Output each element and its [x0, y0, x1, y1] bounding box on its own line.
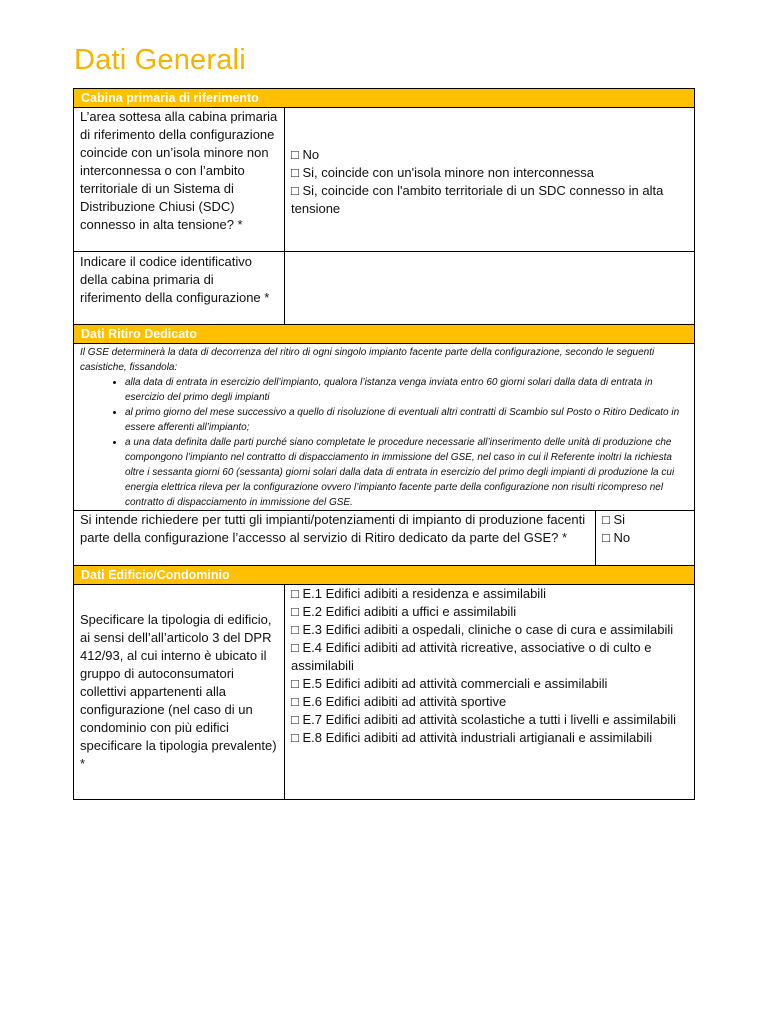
answer-field-codice[interactable] — [285, 252, 694, 324]
checkbox-option-e4[interactable]: □ E.4 Edifici adibiti ad attività ricreative, associative o di culto e assimilabili — [291, 640, 652, 673]
list-item: • al primo giorno del mese successivo a quello di risoluzione di eventuali altri contratti di Scambio sul Posto o Ritiro Dedicato in essere afferenti all’impianto; — [125, 405, 688, 435]
checkbox-option-e6[interactable]: □ E.6 Edifici adibiti ad attività sportive — [291, 694, 507, 709]
checkbox-option-e2[interactable]: □ E.2 Edifici adibiti a uffici e assimilabili — [291, 604, 517, 619]
table-row-ritiro — [74, 511, 694, 566]
question-edificio — [74, 585, 285, 799]
options-edificio — [285, 585, 694, 799]
page-title: Dati Generali — [74, 44, 246, 76]
question-codice: Indicare il codice identificativo della cabina primaria di riferimento della configurazione * — [74, 252, 285, 324]
checkbox-option-e3[interactable]: □ E.3 Edifici adibiti a ospedali, cliniche o case di cura e assimilabili — [291, 622, 674, 637]
checkbox-option-e5[interactable]: □ E.5 Edifici adibiti ad attività commerciali e assimilabili — [291, 676, 608, 691]
ritiro-note — [74, 344, 694, 511]
checkbox-option-no[interactable]: □ No — [291, 147, 320, 162]
table-row-codice — [74, 252, 694, 325]
ritiro-bullet-list — [80, 375, 688, 510]
options-isola — [285, 108, 694, 251]
question-edificio-text: Specificare la tipologia di edificio, ai sensi dell’all’articolo 3 del DPR 412/93, al cui interno è ubicato il gruppo di autoconsumatori collettivi appartenenti alla configurazione (nel caso di un condominio con più edifici specificare la tipologia prevalente) * — [80, 612, 277, 771]
checkbox-option-sdc[interactable]: □ Si, coincide con l'ambito territoriale di un SDC connesso in alta tensione — [291, 183, 664, 216]
checkbox-option-si[interactable]: □ Si — [602, 512, 626, 527]
form-table — [73, 88, 695, 800]
table-row-edificio — [74, 585, 694, 799]
options-ritiro — [596, 511, 694, 565]
table-row-isola — [74, 108, 694, 252]
list-item: • a una data definita dalle parti purché siano completate le procedure necessarie all’inserimento delle unità di produzione che compongono l’impianto nel contratto di dispacciamento in immissione del GSE, nel caso in cui il Referente inoltri la richiesta oltre i sessanta giorni 60 (sessanta) giorni solari dalla data di entrata in esercizio del primo degli impianti di produzione la cui energia elettrica rileva per la configurazione ovvero l’impianto facente parte della configurazione non risulti ricompreso nel contratto di dispacciamento in immissione del GSE. — [125, 435, 688, 510]
section-header-cabina: Cabina primaria di riferimento — [74, 89, 694, 108]
checkbox-option-no[interactable]: □ No — [602, 530, 631, 545]
checkbox-option-e8[interactable]: □ E.8 Edifici adibiti ad attività industriali artigianali e assimilabili — [291, 730, 653, 745]
question-ritiro: Si intende richiedere per tutti gli impianti/potenziamenti di impianto di produzione facenti parte della configurazione l’accesso al servizio di Ritiro dedicato da parte del GSE? * — [74, 511, 596, 565]
section-header-edificio: Dati Edificio/Condominio — [74, 566, 694, 585]
checkbox-option-e1[interactable]: □ E.1 Edifici adibiti a residenza e assimilabili — [291, 586, 546, 601]
checkbox-option-e7[interactable]: □ E.7 Edifici adibiti ad attività scolastiche a tutti i livelli e assimilabili — [291, 712, 677, 727]
ritiro-note-intro: Il GSE determinerà la data di decorrenza del ritiro di ogni singolo impianto facente parte della configurazione, secondo le seguenti casistiche, fissandola: — [80, 347, 655, 373]
section-header-ritiro: Dati Ritiro Dedicato — [74, 325, 694, 344]
question-isola: L’area sottesa alla cabina primaria di riferimento della configurazione coincide con un’isola minore non interconnessa o con l’ambito territoriale di un Sistema di Distribuzione Chiusi (SDC) connesso in alta tensione? * — [74, 108, 285, 251]
checkbox-option-isola[interactable]: □ Si, coincide con un'isola minore non interconnessa — [291, 165, 595, 180]
list-item: • alla data di entrata in esercizio dell’impianto, qualora l’istanza venga inviata entro 60 giorni solari dalla data di entrata in esercizio del primo degli impianti — [125, 375, 688, 405]
